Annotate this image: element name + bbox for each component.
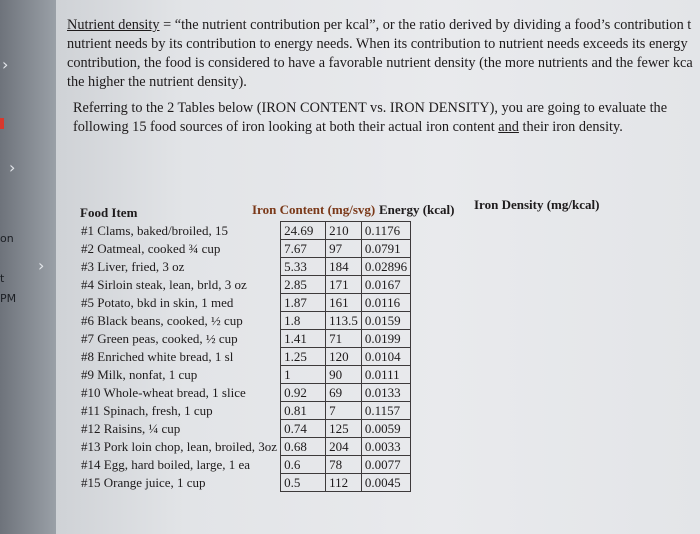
sidebar-label: PM bbox=[0, 292, 17, 305]
energy-cell: 184 bbox=[326, 258, 362, 276]
food-item-cell: #11 Spinach, fresh, 1 cup bbox=[81, 402, 213, 418]
food-item-cell: #6 Black beans, cooked, ½ cup bbox=[81, 312, 243, 328]
header-energy: Energy (kcal) bbox=[379, 202, 455, 217]
sidebar-label: on bbox=[0, 232, 14, 245]
table-row bbox=[79, 222, 411, 240]
chevron-right-icon[interactable]: › bbox=[2, 55, 9, 74]
iron-content-cell: 2.85 bbox=[281, 276, 326, 294]
iron-content-cell: 0.5 bbox=[281, 474, 326, 492]
red-marker bbox=[0, 118, 4, 129]
definition-text: nutrient needs by its contribution to energy needs. When its contribution to nutrient needs exceeds its energy bbox=[67, 36, 688, 52]
iron-density-cell: 0.0045 bbox=[361, 474, 410, 492]
iron-density-cell: 0.0167 bbox=[361, 276, 410, 294]
energy-cell: 71 bbox=[326, 330, 362, 348]
food-item-cell: #9 Milk, nonfat, 1 cup bbox=[81, 366, 198, 382]
energy-cell: 7 bbox=[326, 402, 362, 420]
definition-text: = “the nutrient contribution per kcal”, or the ratio derived by dividing a food’s contribution t bbox=[159, 17, 692, 33]
iron-density-cell: 0.0033 bbox=[361, 438, 410, 456]
instruction-text: Referring to the 2 Tables below (IRON CONTENT vs. IRON DENSITY), you are going to evaluate the bbox=[73, 100, 668, 116]
energy-cell: 78 bbox=[326, 456, 362, 474]
table-row bbox=[79, 420, 411, 438]
iron-content-cell: 0.81 bbox=[281, 402, 326, 420]
sidebar bbox=[0, 0, 56, 534]
energy-cell: 97 bbox=[326, 240, 362, 258]
header-iron-density: Iron Density (mg/kcal) bbox=[474, 197, 600, 212]
food-item-cell: #3 Liver, fried, 3 oz bbox=[81, 258, 185, 274]
energy-cell: 210 bbox=[326, 222, 362, 240]
table-row bbox=[79, 402, 411, 420]
table-row bbox=[79, 438, 411, 456]
table-row bbox=[79, 366, 411, 384]
instruction-paragraph bbox=[73, 99, 667, 137]
document-page bbox=[56, 0, 700, 534]
food-item-cell: #8 Enriched white bread, 1 sl bbox=[81, 348, 234, 364]
iron-content-cell: 0.74 bbox=[281, 420, 326, 438]
food-item-cell: #10 Whole-wheat bread, 1 slice bbox=[81, 384, 246, 400]
iron-density-cell: 0.0077 bbox=[361, 456, 410, 474]
table-row bbox=[79, 456, 411, 474]
food-item-cell: #14 Egg, hard boiled, large, 1 ea bbox=[81, 456, 251, 472]
table-row bbox=[79, 312, 411, 330]
header-iron-content: Iron Content (mg/svg) bbox=[252, 202, 376, 217]
table-row bbox=[79, 294, 411, 312]
sidebar-label: t bbox=[0, 272, 5, 285]
header-food-item: Food Item bbox=[80, 205, 138, 220]
iron-density-cell: 0.0059 bbox=[361, 420, 410, 438]
instruction-emphasis: and bbox=[498, 119, 519, 135]
definition-text: the higher the nutrient density). bbox=[67, 74, 247, 90]
energy-cell: 69 bbox=[326, 384, 362, 402]
iron-table bbox=[79, 221, 411, 492]
table-row bbox=[79, 240, 411, 258]
energy-cell: 125 bbox=[326, 420, 362, 438]
iron-content-cell: 0.92 bbox=[281, 384, 326, 402]
iron-content-cell: 1 bbox=[281, 366, 326, 384]
food-item-cell: #4 Sirloin steak, lean, brld, 3 oz bbox=[81, 276, 247, 292]
food-item-cell: #12 Raisins, ¼ cup bbox=[81, 420, 181, 436]
nutrient-density-definition bbox=[67, 16, 700, 92]
energy-cell: 204 bbox=[326, 438, 362, 456]
table-row bbox=[79, 258, 411, 276]
iron-density-cell: 0.1176 bbox=[361, 222, 410, 240]
table-row bbox=[79, 348, 411, 366]
iron-content-cell: 24.69 bbox=[281, 222, 326, 240]
instruction-text: following 15 food sources of iron looking at both their actual iron content bbox=[73, 119, 499, 135]
table-row bbox=[79, 330, 411, 348]
food-item-cell: #7 Green peas, cooked, ½ cup bbox=[81, 330, 238, 346]
iron-density-cell: 0.0133 bbox=[361, 384, 410, 402]
iron-density-cell: 0.02896 bbox=[361, 258, 410, 276]
instruction-text: their iron density. bbox=[518, 119, 623, 135]
table-row bbox=[79, 474, 411, 492]
table-row bbox=[79, 384, 411, 402]
energy-cell: 120 bbox=[326, 348, 362, 366]
iron-content-cell: 0.6 bbox=[281, 456, 326, 474]
food-item-cell: #5 Potato, bkd in skin, 1 med bbox=[81, 294, 234, 310]
table-row bbox=[79, 276, 411, 294]
chevron-right-icon[interactable]: › bbox=[38, 256, 45, 275]
iron-density-cell: 0.1157 bbox=[361, 402, 410, 420]
food-item-cell: #13 Pork loin chop, lean, broiled, 3oz bbox=[81, 438, 278, 454]
iron-content-cell: 0.68 bbox=[281, 438, 326, 456]
energy-cell: 171 bbox=[326, 276, 362, 294]
iron-content-cell: 1.25 bbox=[281, 348, 326, 366]
iron-density-cell: 0.0111 bbox=[361, 366, 410, 384]
food-item-cell: #1 Clams, baked/broiled, 15 bbox=[81, 222, 228, 238]
energy-cell: 90 bbox=[326, 366, 362, 384]
food-item-cell: #15 Orange juice, 1 cup bbox=[81, 474, 206, 490]
iron-density-cell: 0.0116 bbox=[361, 294, 410, 312]
energy-cell: 161 bbox=[326, 294, 362, 312]
definition-text: contribution, the food is considered to have a favorable nutrient density (the more nutrients and the fewer kca bbox=[67, 55, 693, 71]
iron-content-cell: 7.67 bbox=[281, 240, 326, 258]
term-nutrient-density: Nutrient density bbox=[67, 17, 160, 33]
energy-cell: 113.5 bbox=[326, 312, 362, 330]
iron-density-cell: 0.0104 bbox=[361, 348, 410, 366]
food-item-cell: #2 Oatmeal, cooked ¾ cup bbox=[81, 240, 221, 256]
iron-content-cell: 1.41 bbox=[281, 330, 326, 348]
iron-content-cell: 1.8 bbox=[281, 312, 326, 330]
iron-density-cell: 0.0199 bbox=[361, 330, 410, 348]
energy-cell: 112 bbox=[326, 474, 362, 492]
iron-content-cell: 1.87 bbox=[281, 294, 326, 312]
iron-density-cell: 0.0791 bbox=[361, 240, 410, 258]
chevron-right-icon[interactable]: › bbox=[9, 158, 16, 177]
iron-density-cell: 0.0159 bbox=[361, 312, 410, 330]
iron-content-cell: 5.33 bbox=[281, 258, 326, 276]
